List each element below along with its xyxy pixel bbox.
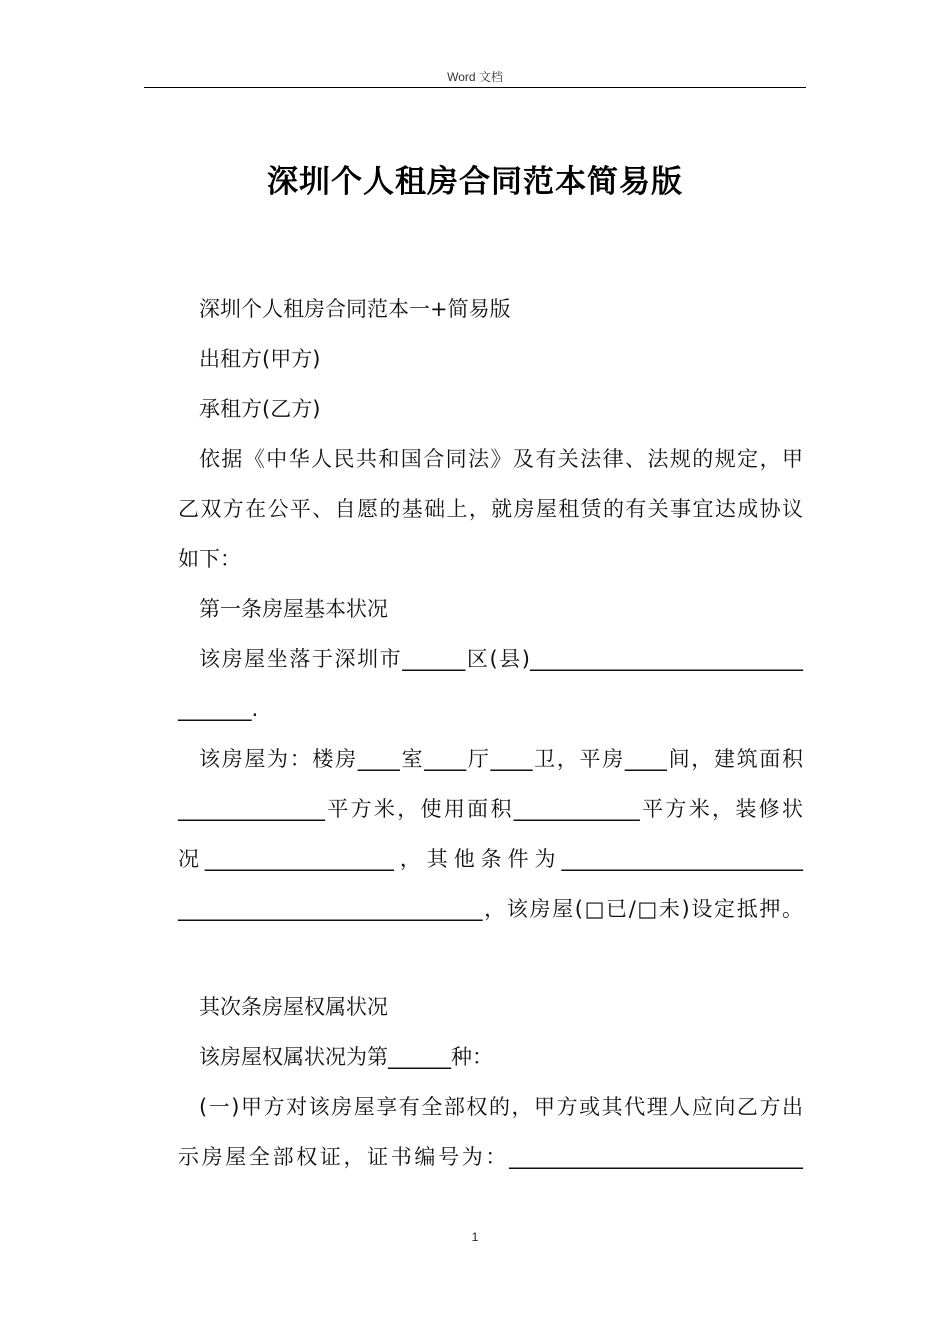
paragraph-basis-line-2: 乙双方在公平、自愿的基础上，就房屋租赁的有关事宜达成协议 — [178, 497, 803, 521]
paragraph-ownership-type: 该房屋权属状况为第______种： — [199, 1045, 493, 1069]
section-heading-1: 第一条房屋基本状况 — [199, 597, 388, 621]
paragraph-location-line-2: _______. — [178, 697, 259, 721]
paragraph-basis-line-1: 依据《中华人民共和国合同法》及有关法律、法规的规定，甲 — [199, 447, 803, 471]
document-title: 深圳个人租房合同范本简易版 — [267, 164, 683, 200]
paragraph-lessor: 出租方(甲方) — [199, 347, 321, 371]
paragraph-location-line-1: 该房屋坐落于深圳市______区(县)__________________________ — [199, 647, 803, 671]
header-divider — [144, 87, 806, 88]
paragraph-house-line-2: ______________平方米，使用面积____________平方米，装修状 — [178, 797, 803, 821]
header-label: Word 文档 — [447, 70, 503, 84]
paragraph-basis-line-3: 如下： — [178, 547, 241, 571]
paragraph-lessee: 承租方(乙方) — [199, 397, 321, 421]
section-heading-2: 其次条房屋权属状况 — [199, 995, 388, 1019]
paragraph-subtitle: 深圳个人租房合同范本一+简易版 — [199, 297, 511, 321]
paragraph-house-line-3: 况__________________，其他条件为_______________________ — [178, 847, 803, 871]
page-number: 1 — [471, 1230, 479, 1244]
paragraph-house-line-1: 该房屋为：楼房____室____厅____卫，平房____间，建筑面积 — [199, 747, 803, 771]
paragraph-ownership-line-2: 示房屋全部权证，证书编号为：____________________________ — [178, 1145, 803, 1169]
paragraph-house-line-4: _____________________________，该房屋(□已/□未)设定抵押。 — [178, 897, 803, 921]
paragraph-ownership-line-1: (一)甲方对该房屋享有全部权的，甲方或其代理人应向乙方出 — [199, 1095, 803, 1119]
